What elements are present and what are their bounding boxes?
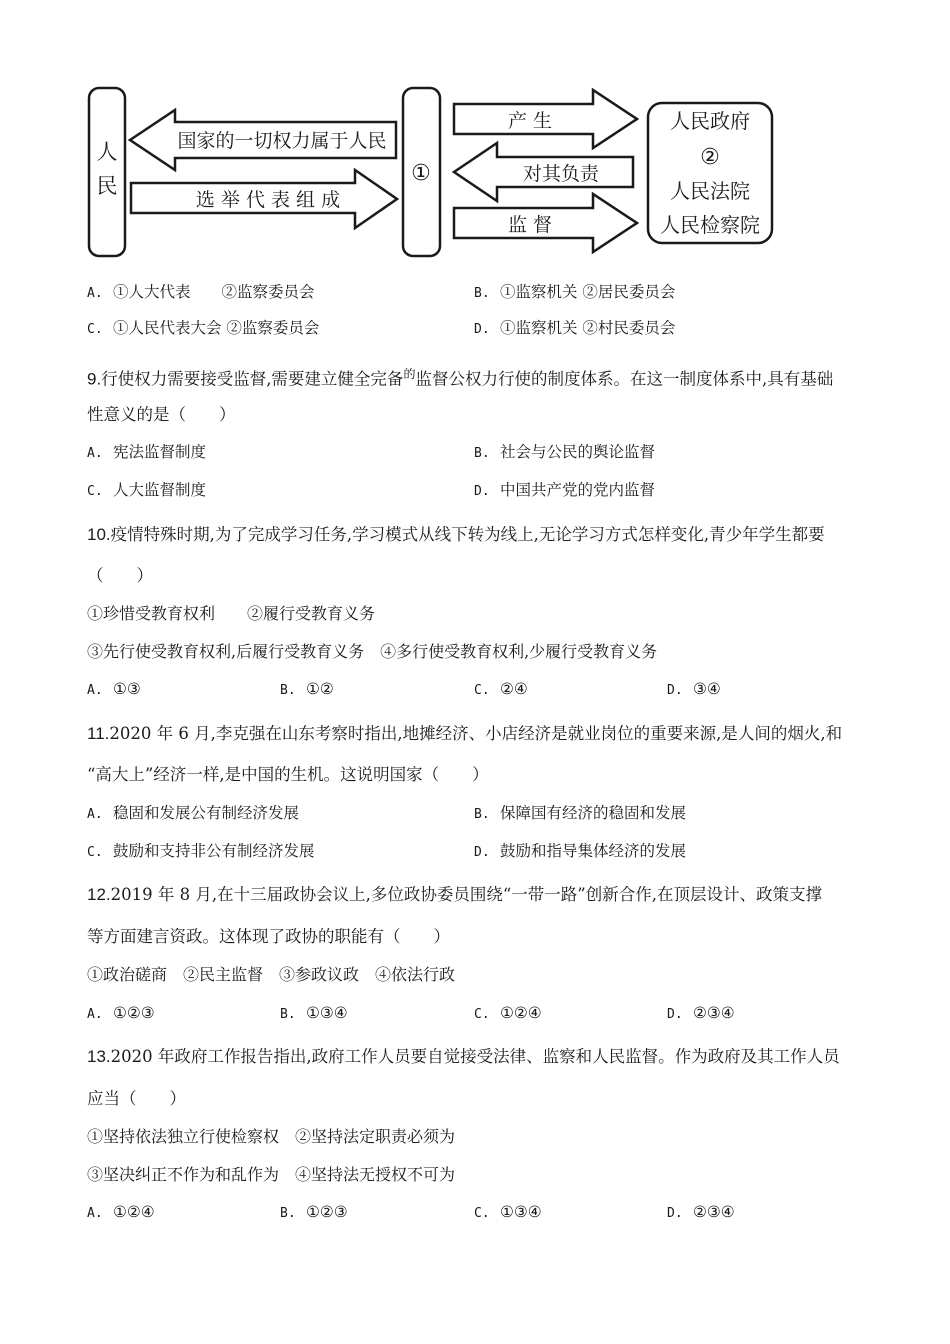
q8-option-a: A. ①人大代表 ②监察委员会 — [87, 283, 315, 301]
q10-option-d: D. ③④ — [667, 680, 721, 698]
q12-option-d: D. ②③④ — [667, 1004, 735, 1022]
q13-items-line2: ③坚决纠正不作为和乱作为 ④坚持法无授权不可为 — [87, 1165, 456, 1184]
q8-option-c: C. ①人民代表大会 ②监察委员会 — [87, 319, 320, 337]
q12-stem-line1: 12.2019 年 8 月,在十三届政协会议上,多位政协委员围绕“一带一路”创新合作,在顶层设计、政策支撑 — [87, 885, 822, 904]
q13-stem-line2: 应当（ ） — [87, 1089, 186, 1108]
q10-option-c: C. ②④ — [474, 680, 528, 698]
q11-stem-line1: 11.2020 年 6 月,李克强在山东考察时指出,地摊经济、小店经济是就业岗位的重要来源,是人间的烟火,和 — [87, 724, 843, 743]
q10-stem-line2: （ ） — [87, 566, 153, 585]
q11-option-c: C. 鼓励和支持非公有制经济发展 — [87, 842, 315, 860]
power-structure-diagram — [0, 0, 950, 270]
q11-stem-line2: “高大上”经济一样,是中国的生机。这说明国家（ ） — [87, 765, 489, 784]
center-label: ① — [411, 161, 431, 186]
arrow-power-belongs-label: 国家的一切权力属于人民 — [177, 130, 387, 152]
q12-option-a: A. ①②③ — [87, 1004, 155, 1022]
organ-government: 人民政府 — [670, 109, 750, 133]
q12-option-b: B. ①③④ — [280, 1004, 348, 1022]
q11-option-a: A. 稳固和发展公有制经济发展 — [87, 804, 300, 822]
q12-items-line1: ①政治磋商 ②民主监督 ③参政议政 ④依法行政 — [87, 965, 456, 984]
q13-option-a: A. ①②④ — [87, 1203, 155, 1221]
arrow-elect-label: 选 举 代 表 组 成 — [195, 189, 341, 211]
q9-option-b: B. 社会与公民的舆论监督 — [474, 443, 656, 461]
q12-stem-line2: 等方面建言资政。这体现了政协的职能有（ ） — [87, 927, 450, 946]
organ-procuratorate: 人民检察院 — [660, 213, 760, 237]
q10-stem-line1: 10.疫情特殊时期,为了完成学习任务,学习模式从线下转为线上,无论学习方式怎样变化,青少年学生都要 — [87, 525, 825, 544]
q9-stem-line1: 9.行使权力需要接受监督,需要建立健全完备$^的$监督公权力行使的制度体系。在这一制度体系中,具有基础 — [87, 367, 834, 389]
people-box — [89, 88, 125, 256]
q9-stem-line2: 性意义的是（ ） — [87, 405, 236, 424]
q13-option-d: D. ②③④ — [667, 1203, 735, 1221]
organ-court: 人民法院 — [670, 179, 750, 203]
arrow-responsible-label: 对其负责 — [522, 163, 600, 185]
q8-option-d: D. ①监察机关 ②村民委员会 — [474, 319, 676, 337]
q12-option-c: C. ①②④ — [474, 1004, 542, 1022]
arrow-supervise-label: 监 督 — [507, 214, 553, 236]
q9-option-d: D. 中国共产党的党内监督 — [474, 481, 656, 499]
q8-option-b: B. ①监察机关 ②居民委员会 — [474, 283, 676, 301]
arrow-produce-label: 产 生 — [507, 110, 553, 132]
q11-option-d: D. 鼓励和指导集体经济的发展 — [474, 842, 687, 860]
people-char-2: 民 — [96, 174, 118, 198]
q10-option-b: B. ①② — [280, 680, 334, 698]
q13-option-c: C. ①③④ — [474, 1203, 542, 1221]
q9-option-c: C. 人大监督制度 — [87, 481, 207, 499]
q10-items-line1: ①珍惜受教育权利 ②履行受教育义务 — [87, 604, 376, 623]
organ-placeholder-2: ② — [700, 145, 720, 170]
q10-option-a: A. ①③ — [87, 680, 141, 698]
q13-stem-line1: 13.2020 年政府工作报告指出,政府工作人员要自觉接受法律、监察和人民监督。作为政府及其工作人员 — [87, 1047, 840, 1066]
people-char-1: 人 — [96, 140, 118, 164]
q13-option-b: B. ①②③ — [280, 1203, 348, 1221]
q10-items-line2: ③先行使受教育权利,后履行受教育义务 ④多行使受教育权利,少履行受教育义务 — [87, 642, 658, 661]
q13-items-line1: ①坚持依法独立行使检察权 ②坚持法定职责必须为 — [87, 1127, 456, 1146]
q11-option-b: B. 保障国有经济的稳固和发展 — [474, 804, 687, 822]
q9-option-a: A. 宪法监督制度 — [87, 443, 207, 461]
